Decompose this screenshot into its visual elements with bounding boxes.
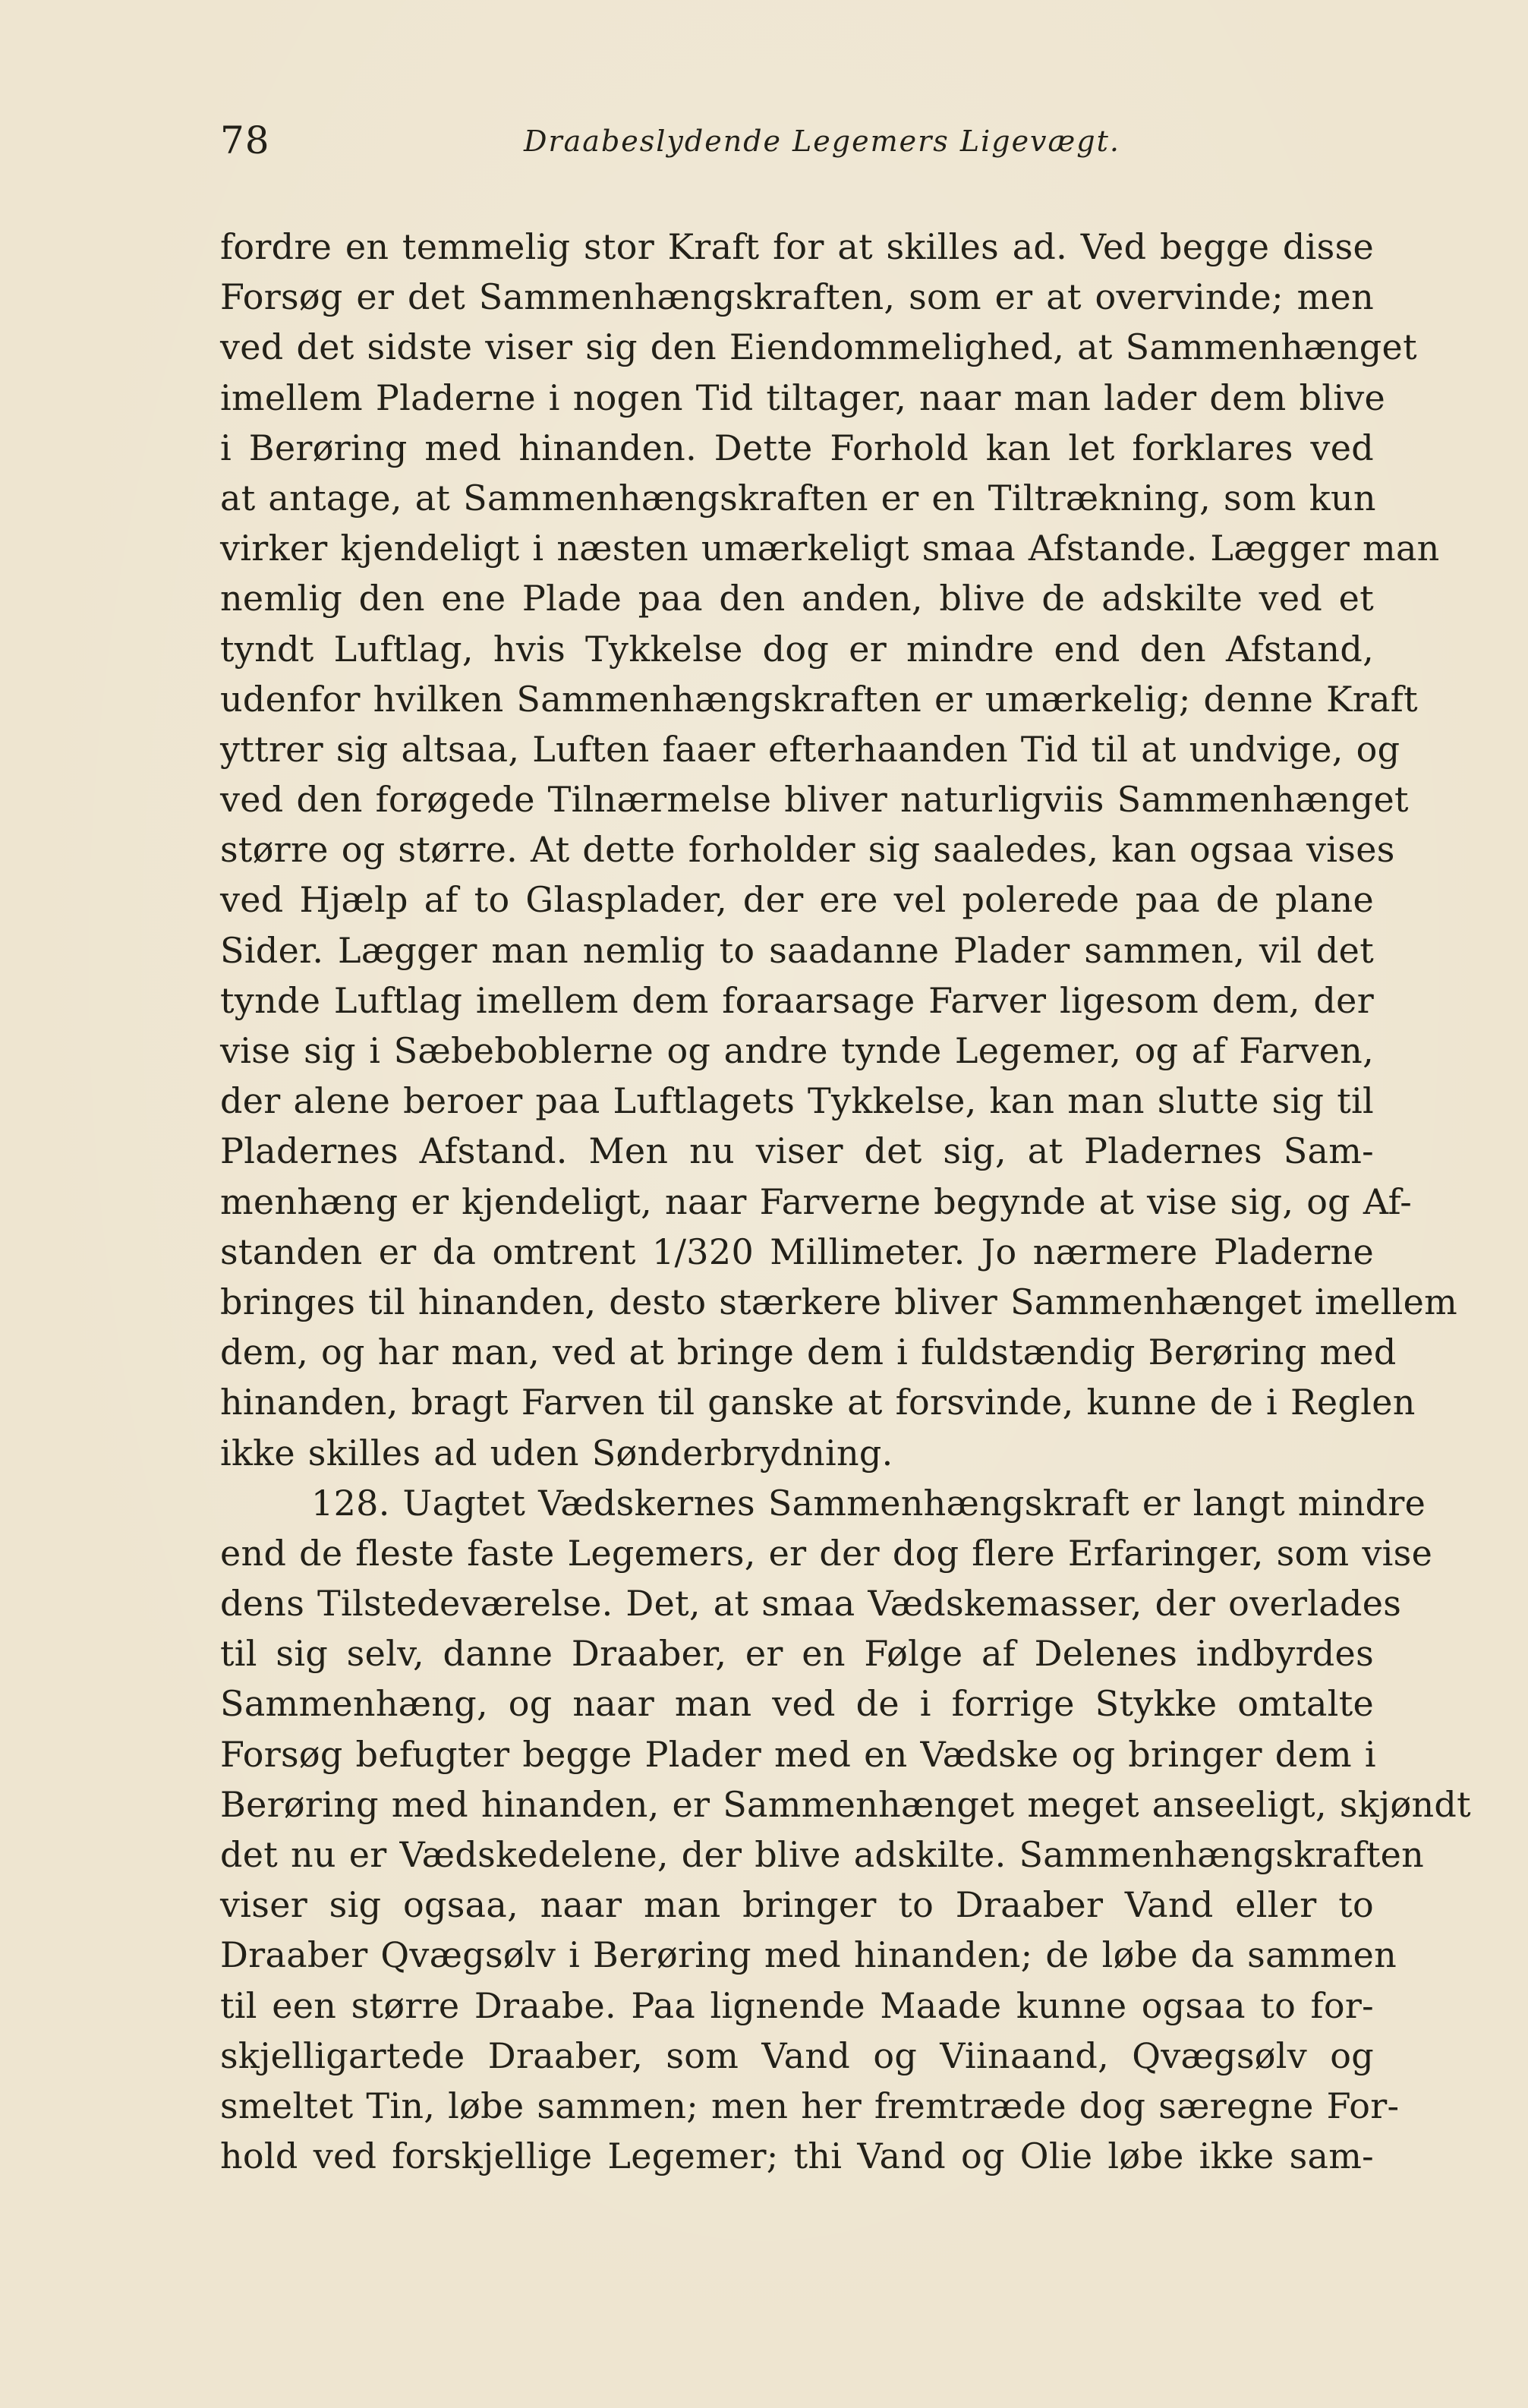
- text-line: ved den forøgede Tilnærmelse bliver naturligviis Sammenhænget: [220, 779, 1409, 821]
- text-line: imellem Pladerne i nogen Tid tiltager, naar man lader dem blive: [220, 377, 1386, 418]
- text-line: ikke skilles ad uden Sønderbrydning.: [220, 1432, 893, 1473]
- text-line: 128. Uagtet Vædskernes Sammenhængskraft er langt mindre: [311, 1482, 1426, 1524]
- text-line: at antage, at Sammenhængskraften er en Tiltrækning, som kun: [220, 477, 1376, 518]
- text-line: virker kjendeligt i næsten umærkeligt smaa Afstande. Lægger man: [220, 528, 1440, 569]
- text-line: nemlig den ene Plade paa den anden, blive de adskilte ved et: [220, 578, 1374, 619]
- text-line: menhæng er kjendeligt, naar Farverne begynde at vise sig, og Af-: [220, 1180, 1413, 1222]
- text-line: ved det sidste viser sig den Eiendommelighed, at Sammenhænget: [220, 326, 1417, 368]
- text-line: tyndt Luftlag, hvis Tykkelse dog er mindre end den Afstand,: [220, 628, 1374, 670]
- text-line: til een større Draabe. Paa lignende Maade kunne ogsaa to for-: [220, 1984, 1374, 2026]
- text-line: der alene beroer paa Luftlagets Tykkelse, kan man slutte sig til: [220, 1080, 1374, 1122]
- text-line: Pladernes Afstand. Men nu viser det sig, at Pladernes Sam-: [220, 1130, 1374, 1172]
- text-line: hold ved forskjellige Legemer; thi Vand og Olie løbe ikke sam-: [220, 2135, 1374, 2177]
- text-line: Forsøg er det Sammenhængskraften, som er at overvinde; men: [220, 276, 1374, 318]
- text-line: i Berøring med hinanden. Dette Forhold kan let forklares ved: [220, 427, 1374, 468]
- page-header: [220, 114, 1382, 167]
- text-line: skjelligartede Draaber, som Vand og Viinaand, Qvægsølv og: [220, 2035, 1374, 2076]
- text-line: tynde Luftlag imellem dem foraarsage Farver ligesom dem, der: [220, 979, 1374, 1021]
- text-line: større og større. At dette forholder sig saaledes, kan ogsaa vises: [220, 829, 1395, 871]
- text-line: viser sig ogsaa, naar man bringer to Draaber Vand eller to: [220, 1884, 1374, 1926]
- text-line: yttrer sig altsaa, Luften faaer efterhaanden Tid til at undvige, og: [220, 728, 1400, 770]
- text-line: ved Hjælp af to Glasplader, der ere vel polerede paa de plane: [220, 879, 1374, 921]
- text-line: dens Tilstedeværelse. Det, at smaa Vædskemasser, der overlades: [220, 1583, 1402, 1625]
- text-line: bringes til hinanden, desto stærkere bliver Sammenhænget imellem: [220, 1281, 1458, 1322]
- text-line: smeltet Tin, løbe sammen; men her fremtræde dog særegne For-: [220, 2085, 1400, 2126]
- running-head: Draabeslydende Legemers Ligevægt.: [524, 124, 1120, 158]
- text-line: standen er da omtrent 1/320 Millimeter. Jo nærmere Pladerne: [220, 1231, 1374, 1272]
- text-line: Forsøg befugter begge Plader med en Vædske og bringer dem i: [220, 1733, 1376, 1775]
- text-line: Draaber Qvægsølv i Berøring med hinanden; de løbe da sammen: [220, 1934, 1397, 1976]
- text-line: end de fleste faste Legemers, er der dog flere Erfaringer, som vise: [220, 1532, 1433, 1574]
- body-text: [220, 222, 1471, 2181]
- text-line: hinanden, bragt Farven til ganske at forsvinde, kunne de i Reglen: [220, 1382, 1416, 1423]
- text-line: fordre en temmelig stor Kraft for at skilles ad. Ved begge disse: [220, 226, 1374, 267]
- text-line: dem, og har man, ved at bringe dem i fuldstændig Berøring med: [220, 1332, 1397, 1373]
- text-line: udenfor hvilken Sammenhængskraften er umærkelig; denne Kraft: [220, 678, 1418, 720]
- text-line: Berøring med hinanden, er Sammenhænget meget anseeligt, skjøndt: [220, 1783, 1471, 1825]
- text-line: det nu er Vædskedelene, der blive adskilte. Sammenhængskraften: [220, 1834, 1425, 1875]
- text-line: Sider. Lægger man nemlig to saadanne Plader sammen, vil det: [220, 929, 1374, 971]
- text-line: vise sig i Sæbeboblerne og andre tynde Legemer, og af Farven,: [220, 1030, 1374, 1071]
- text-line: til sig selv, danne Draaber, er en Følge af Delenes indbyrdes: [220, 1633, 1374, 1675]
- page-number: 78: [220, 118, 270, 162]
- text-line: Sammenhæng, og naar man ved de i forrige Stykke omtalte: [220, 1683, 1374, 1725]
